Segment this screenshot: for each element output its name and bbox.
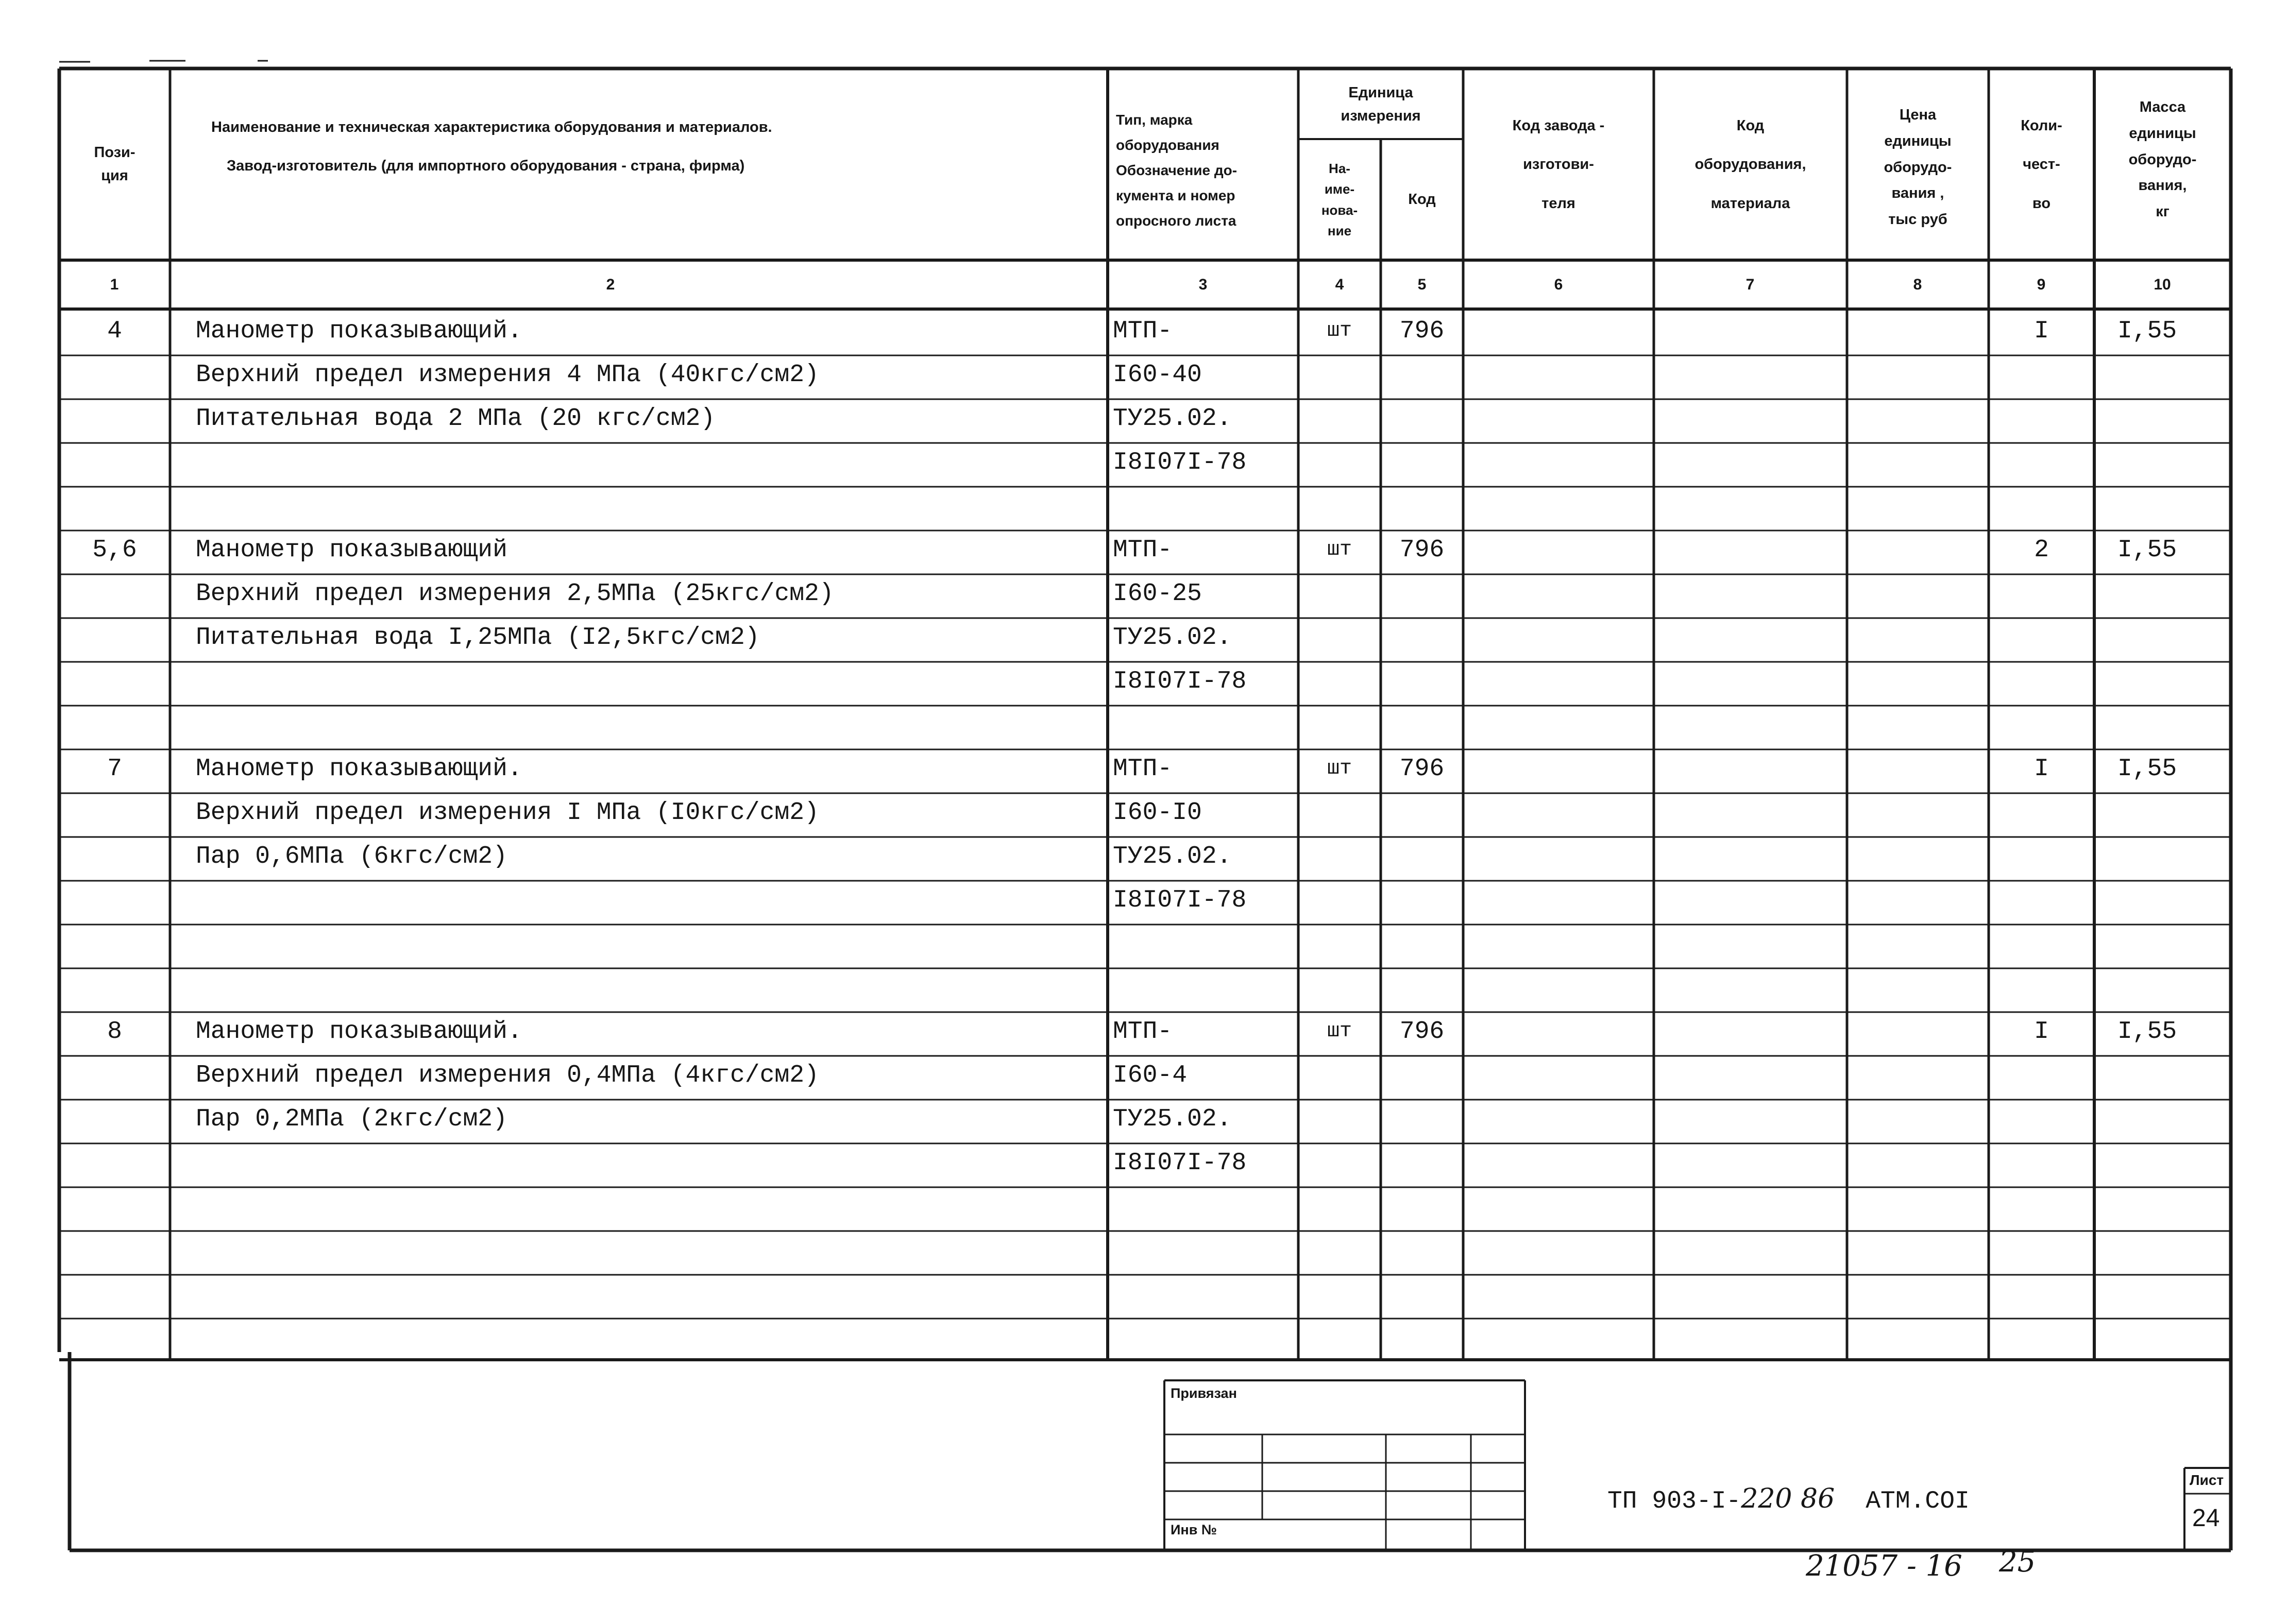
cell-qty bbox=[1989, 703, 2094, 747]
table-row bbox=[0, 528, 2288, 572]
table-row bbox=[0, 703, 2288, 747]
document-code bbox=[1607, 1483, 1970, 1515]
cell-type: I8I07I-78 bbox=[1113, 1149, 1247, 1177]
header-unit-code bbox=[1381, 142, 1463, 258]
cell-pos bbox=[59, 703, 170, 747]
header-price bbox=[1847, 88, 1989, 247]
cell-type: I60-40 bbox=[1113, 361, 1202, 389]
cell-code bbox=[1381, 397, 1463, 440]
cell-qty bbox=[1989, 484, 2094, 528]
table-row bbox=[0, 309, 2288, 353]
cell-type: МТП- bbox=[1113, 755, 1173, 783]
sheet-label: Лист bbox=[2190, 1472, 2224, 1488]
cell-name: Верхний предел измерения I МПа (I0кгс/см2) bbox=[196, 798, 819, 827]
header-equipment-code-line-1: Код bbox=[1736, 117, 1765, 134]
cell-code bbox=[1381, 616, 1463, 659]
cell-qty: I bbox=[2034, 1017, 2049, 1046]
cell-code bbox=[1381, 1053, 1463, 1097]
cell-pos bbox=[59, 922, 170, 966]
table-row bbox=[0, 616, 2288, 659]
header-mass bbox=[2094, 77, 2231, 242]
handwritten-page: 25 bbox=[1999, 1545, 2036, 1579]
table-row bbox=[0, 1053, 2288, 1097]
header-equipment-code-line-3: материала bbox=[1710, 195, 1790, 212]
header-type bbox=[1108, 82, 1298, 258]
cell-code: 796 bbox=[1399, 1017, 1445, 1046]
cell-pos: 7 bbox=[107, 755, 122, 783]
header-unit-name bbox=[1298, 142, 1381, 258]
table-row bbox=[0, 397, 2288, 440]
header-type-line-1: Тип, марка bbox=[1116, 111, 1193, 128]
header-mass-line-1: Масса bbox=[2139, 99, 2186, 116]
cell-unit: шт bbox=[1327, 1020, 1352, 1043]
column-number-9: 9 bbox=[2037, 276, 2046, 293]
header-price-line-2: единицы bbox=[1884, 132, 1952, 149]
table-row bbox=[0, 1097, 2288, 1141]
header-unit-name-line-3: нова- bbox=[1321, 202, 1358, 218]
column-number-7: 7 bbox=[1745, 276, 1755, 293]
table-row bbox=[0, 1228, 2288, 1272]
cell-pos bbox=[59, 1316, 170, 1360]
cell-pos bbox=[59, 397, 170, 440]
column-number-8: 8 bbox=[1913, 276, 1922, 293]
header-name-line-1: Наименование и техническая характеристика оборудования и материалов. bbox=[211, 118, 772, 135]
cell-pos: 8 bbox=[107, 1017, 122, 1046]
cell-unit bbox=[1298, 440, 1381, 484]
cell-code bbox=[1381, 659, 1463, 703]
column-number-2: 2 bbox=[606, 276, 615, 293]
document-code-handwritten: 220 86 bbox=[1741, 1483, 1835, 1514]
header-position-line-1: Пози- bbox=[94, 144, 135, 161]
cell-pos bbox=[59, 1141, 170, 1185]
cell-pos bbox=[59, 966, 170, 1010]
header-mass-line-4: вания, bbox=[2138, 177, 2187, 194]
header-type-line-4: кумента и номер bbox=[1116, 187, 1235, 203]
header-quantity-line-1: Коли- bbox=[2021, 117, 2062, 134]
cell-code bbox=[1381, 1228, 1463, 1272]
header-manufacturer-code-line-3: теля bbox=[1541, 195, 1575, 212]
column-number-4: 4 bbox=[1335, 276, 1344, 293]
header-unit-group-line-2: измерения bbox=[1341, 107, 1421, 124]
cell-pos bbox=[59, 791, 170, 834]
cell-unit bbox=[1298, 878, 1381, 922]
header-unit-group bbox=[1298, 72, 1463, 136]
cell-qty: I bbox=[2034, 317, 2049, 345]
cell-unit bbox=[1298, 966, 1381, 1010]
cell-pos bbox=[59, 1228, 170, 1272]
cell-qty bbox=[1989, 966, 2094, 1010]
cell-unit bbox=[1298, 484, 1381, 528]
header-price-line-1: Цена bbox=[1899, 107, 1937, 124]
cell-code bbox=[1381, 572, 1463, 616]
cell-qty bbox=[1989, 1097, 2094, 1141]
cell-code bbox=[1381, 791, 1463, 834]
cell-mass: I,55 bbox=[2117, 755, 2177, 783]
table-row bbox=[0, 791, 2288, 834]
header-price-line-5: тыс руб bbox=[1888, 211, 1947, 228]
cell-pos bbox=[59, 1097, 170, 1141]
cell-code bbox=[1381, 1141, 1463, 1185]
cell-name: Манометр показывающий. bbox=[196, 755, 522, 783]
cell-name: Питательная вода 2 МПа (20 кгс/см2) bbox=[196, 404, 716, 433]
header-manufacturer-code-line-2: изготови- bbox=[1523, 156, 1594, 173]
header-position bbox=[59, 69, 170, 260]
cell-qty bbox=[1989, 1316, 2094, 1360]
cell-qty bbox=[1989, 1228, 2094, 1272]
table-row bbox=[0, 440, 2288, 484]
cell-unit bbox=[1298, 353, 1381, 397]
table-row bbox=[0, 1316, 2288, 1360]
header-type-line-2: оборудования bbox=[1116, 136, 1219, 153]
cell-qty bbox=[1989, 440, 2094, 484]
cell-code bbox=[1381, 440, 1463, 484]
cell-code: 796 bbox=[1399, 317, 1445, 345]
cell-unit bbox=[1298, 572, 1381, 616]
cell-type: МТП- bbox=[1113, 317, 1173, 345]
table-row bbox=[0, 966, 2288, 1010]
cell-type: I8I07I-78 bbox=[1113, 448, 1247, 476]
table-row bbox=[0, 834, 2288, 878]
cell-unit bbox=[1298, 1185, 1381, 1228]
cell-name: Пар 0,6МПа (6кгс/см2) bbox=[196, 842, 507, 870]
cell-pos bbox=[59, 1272, 170, 1316]
cell-code bbox=[1381, 922, 1463, 966]
cell-pos bbox=[59, 1185, 170, 1228]
cell-code bbox=[1381, 353, 1463, 397]
cell-qty bbox=[1989, 791, 2094, 834]
cell-unit: шт bbox=[1327, 538, 1352, 561]
header-unit-name-line-2: име- bbox=[1324, 181, 1355, 197]
cell-type: МТП- bbox=[1113, 536, 1173, 564]
cell-pos: 5,6 bbox=[92, 536, 137, 564]
cell-type: ТУ25.02. bbox=[1113, 842, 1232, 870]
header-unit-code-line-1: Код bbox=[1408, 191, 1436, 208]
cell-unit bbox=[1298, 834, 1381, 878]
cell-qty bbox=[1989, 1141, 2094, 1185]
cell-type: ТУ25.02. bbox=[1113, 1105, 1232, 1133]
table-row bbox=[0, 1010, 2288, 1053]
cell-name: Манометр показывающий. bbox=[196, 1017, 522, 1046]
table-row bbox=[0, 1141, 2288, 1185]
cell-pos bbox=[59, 572, 170, 616]
header-type-line-3: Обозначение до- bbox=[1116, 162, 1238, 178]
cell-qty bbox=[1989, 353, 2094, 397]
cell-type: I8I07I-78 bbox=[1113, 886, 1247, 914]
cell-code bbox=[1381, 878, 1463, 922]
cell-code: 796 bbox=[1399, 755, 1445, 783]
column-number-1: 1 bbox=[110, 276, 119, 293]
cell-name: Верхний предел измерения 0,4МПа (4кгс/см2) bbox=[196, 1061, 819, 1089]
cell-unit: шт bbox=[1327, 757, 1352, 780]
header-quantity-line-2: чест- bbox=[2023, 156, 2060, 173]
cell-code bbox=[1381, 703, 1463, 747]
cell-name: Питательная вода I,25МПа (I2,5кгс/см2) bbox=[196, 623, 760, 652]
cell-unit: шт bbox=[1327, 319, 1352, 343]
cell-code bbox=[1381, 484, 1463, 528]
table-row bbox=[0, 484, 2288, 528]
cell-code bbox=[1381, 834, 1463, 878]
header-equipment-code bbox=[1654, 88, 1847, 242]
cell-mass: I,55 bbox=[2117, 317, 2177, 345]
cell-name: Верхний предел измерения 2,5МПа (25кгс/см2) bbox=[196, 579, 834, 608]
cell-unit bbox=[1298, 397, 1381, 440]
cell-qty bbox=[1989, 397, 2094, 440]
header-mass-line-2: единицы bbox=[2129, 125, 2196, 142]
header-name bbox=[170, 93, 1108, 201]
table-row bbox=[0, 878, 2288, 922]
cell-unit bbox=[1298, 1053, 1381, 1097]
cell-type: ТУ25.02. bbox=[1113, 623, 1232, 652]
table-row bbox=[0, 922, 2288, 966]
column-number-3: 3 bbox=[1198, 276, 1208, 293]
cell-qty bbox=[1989, 659, 2094, 703]
cell-name: Манометр показывающий bbox=[196, 536, 507, 564]
cell-unit bbox=[1298, 922, 1381, 966]
table-row bbox=[0, 1272, 2288, 1316]
header-mass-line-5: кг bbox=[2156, 203, 2170, 220]
header-name-line-2: Завод-изготовитель (для импортного оборудования - страна, фирма) bbox=[227, 158, 745, 174]
cell-type: I8I07I-78 bbox=[1113, 667, 1247, 695]
cell-code bbox=[1381, 1185, 1463, 1228]
cell-name: Верхний предел измерения 4 МПа (40кгс/см2) bbox=[196, 361, 819, 389]
cell-unit bbox=[1298, 616, 1381, 659]
cell-qty bbox=[1989, 1185, 2094, 1228]
cell-name: Пар 0,2МПа (2кгс/см2) bbox=[196, 1105, 507, 1133]
column-number-5: 5 bbox=[1417, 276, 1427, 293]
cell-type: I60-I0 bbox=[1113, 798, 1202, 827]
cell-pos bbox=[59, 1053, 170, 1097]
header-quantity bbox=[1989, 88, 2094, 242]
cell-qty bbox=[1989, 1272, 2094, 1316]
table-row bbox=[0, 1185, 2288, 1228]
cell-unit bbox=[1298, 791, 1381, 834]
cell-code bbox=[1381, 1316, 1463, 1360]
header-unit-name-line-4: ние bbox=[1327, 223, 1352, 238]
handwritten-number: 21057 - 16 bbox=[1806, 1549, 1962, 1583]
table-row bbox=[0, 572, 2288, 616]
table-row bbox=[0, 353, 2288, 397]
cell-type: ТУ25.02. bbox=[1113, 404, 1232, 433]
cell-pos bbox=[59, 353, 170, 397]
header-type-line-5: опросного листа bbox=[1116, 212, 1236, 229]
cell-unit bbox=[1298, 1316, 1381, 1360]
column-number-6: 6 bbox=[1554, 276, 1563, 293]
sheet-number: 24 bbox=[2192, 1505, 2220, 1532]
header-price-line-3: оборудо- bbox=[1884, 159, 1952, 176]
header-manufacturer-code-line-1: Код завода - bbox=[1512, 117, 1605, 134]
cell-pos: 4 bbox=[107, 317, 122, 345]
cell-qty bbox=[1989, 834, 2094, 878]
cell-mass: I,55 bbox=[2117, 536, 2177, 564]
header-unit-group-line-1: Единица bbox=[1348, 84, 1413, 101]
cell-pos bbox=[59, 484, 170, 528]
cell-type: I60-4 bbox=[1113, 1061, 1188, 1089]
cell-code: 796 bbox=[1399, 536, 1445, 564]
header-unit-name-line-1: На- bbox=[1329, 160, 1350, 176]
column-number-10: 10 bbox=[2154, 276, 2171, 293]
cell-pos bbox=[59, 878, 170, 922]
cell-qty bbox=[1989, 616, 2094, 659]
cell-mass: I,55 bbox=[2117, 1017, 2177, 1046]
header-price-line-4: вания , bbox=[1891, 185, 1944, 202]
header-position-line-2: ция bbox=[101, 167, 128, 184]
cell-unit bbox=[1298, 659, 1381, 703]
attached-label: Привязан bbox=[1171, 1386, 1237, 1401]
header-mass-line-3: оборудо- bbox=[2128, 151, 2197, 168]
cell-type: I60-25 bbox=[1113, 579, 1202, 608]
cell-qty: I bbox=[2034, 755, 2049, 783]
cell-code bbox=[1381, 1097, 1463, 1141]
cell-qty bbox=[1989, 572, 2094, 616]
cell-pos bbox=[59, 834, 170, 878]
document-code-prefix: ТП 903-I- bbox=[1607, 1488, 1741, 1515]
table-row bbox=[0, 659, 2288, 703]
header-manufacturer-code bbox=[1463, 88, 1654, 242]
cell-qty bbox=[1989, 1053, 2094, 1097]
inv-number-label: Инв № bbox=[1171, 1522, 1217, 1537]
header-quantity-line-3: во bbox=[2032, 195, 2051, 212]
cell-qty bbox=[1989, 922, 2094, 966]
cell-unit bbox=[1298, 1097, 1381, 1141]
header-equipment-code-line-2: оборудования, bbox=[1694, 156, 1806, 173]
cell-unit bbox=[1298, 1228, 1381, 1272]
cell-unit bbox=[1298, 1141, 1381, 1185]
cell-unit bbox=[1298, 703, 1381, 747]
cell-type: МТП- bbox=[1113, 1017, 1173, 1046]
cell-code bbox=[1381, 1272, 1463, 1316]
cell-qty bbox=[1989, 878, 2094, 922]
cell-pos bbox=[59, 616, 170, 659]
document-code-suffix: АТМ.СОI bbox=[1866, 1488, 1970, 1515]
cell-unit bbox=[1298, 1272, 1381, 1316]
table-row bbox=[0, 747, 2288, 791]
cell-qty: 2 bbox=[2034, 536, 2049, 564]
cell-name: Манометр показывающий. bbox=[196, 317, 522, 345]
cell-pos bbox=[59, 440, 170, 484]
cell-pos bbox=[59, 659, 170, 703]
cell-code bbox=[1381, 966, 1463, 1010]
